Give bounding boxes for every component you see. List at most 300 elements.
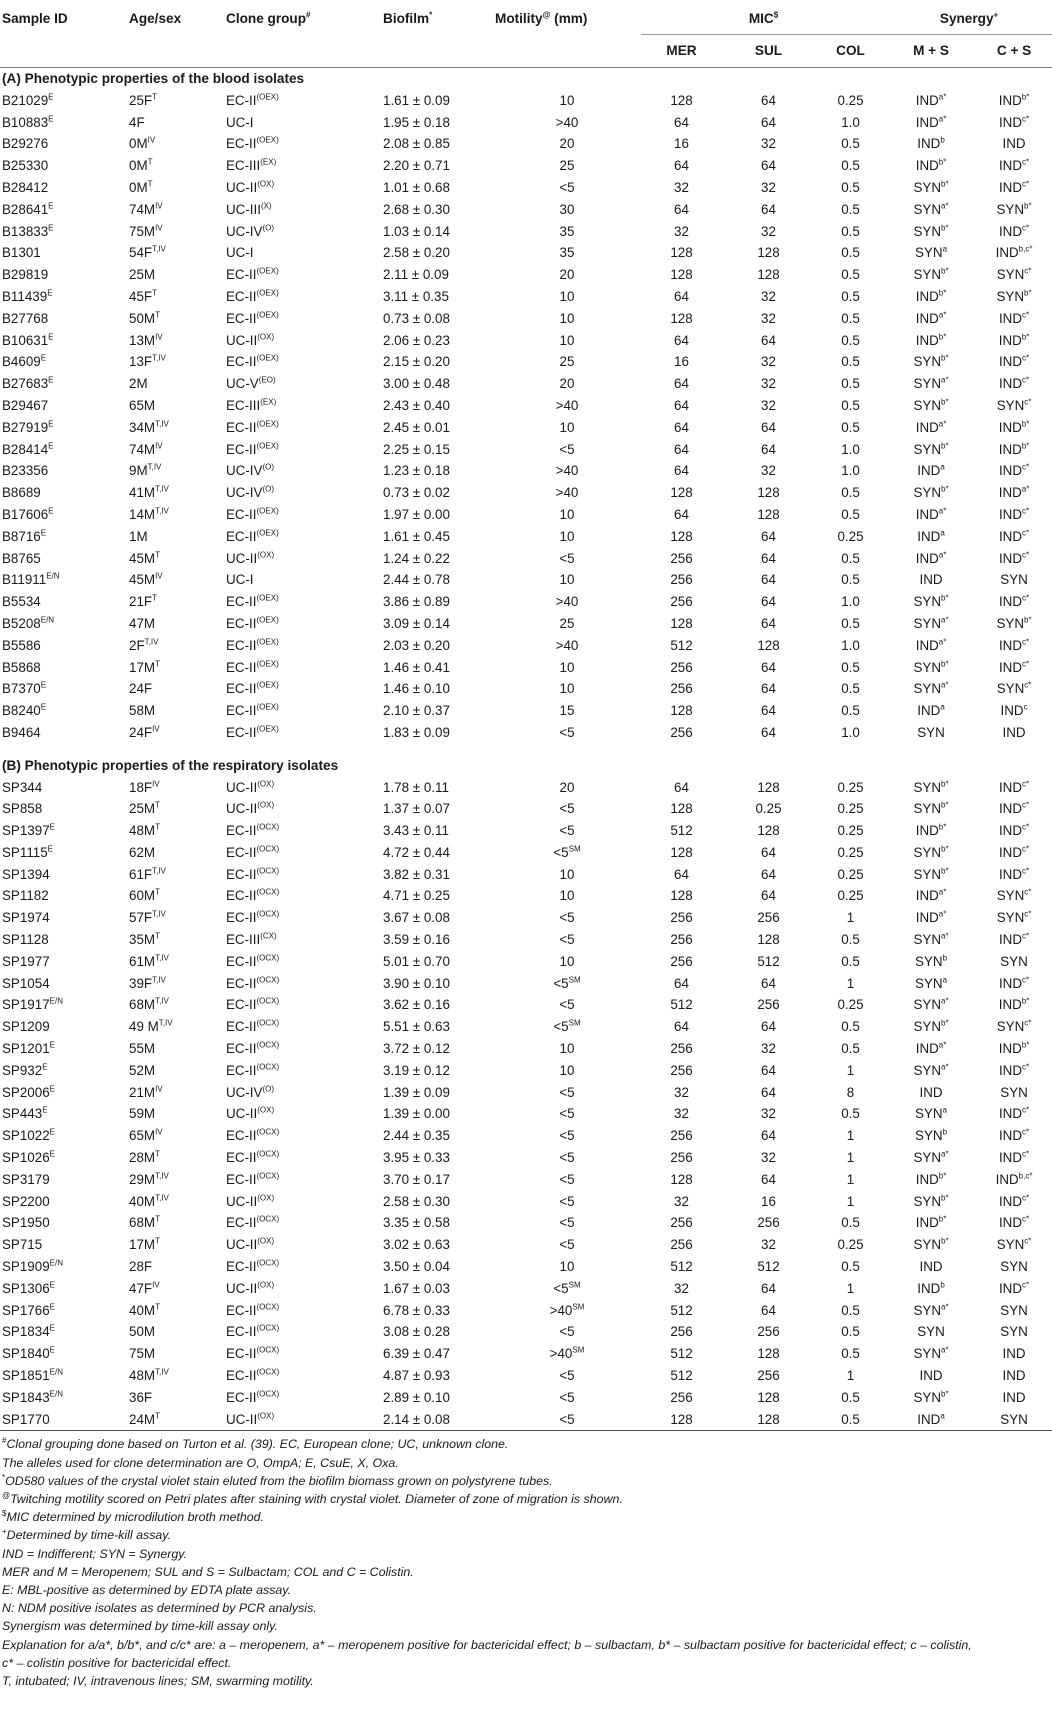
cell-mer: 64	[674, 397, 689, 413]
cell-col: 1	[846, 1368, 855, 1384]
footnote: E: MBL-positive as determined by EDTA plate assay.	[2, 1583, 292, 1598]
cell-cs: $IND^{c*}$	[998, 375, 1030, 392]
cell-clone-group: $EC-II^{(OCX)}$	[226, 1127, 280, 1144]
cell-biofilm: 1.61 ± 0.09	[383, 92, 450, 108]
table-header	[0, 0, 1052, 68]
cell-mer: 128	[670, 310, 693, 326]
cell-cs: IND	[1002, 1346, 1026, 1362]
cell-cs: $SYN^{c*}$	[996, 1018, 1032, 1035]
cell-ms: $SYN^{a*}$	[913, 1062, 949, 1078]
cell-sample-id: $SP1306^E$	[2, 1280, 55, 1296]
cell-biofilm: 2.25 ± 0.15	[383, 441, 450, 457]
cell-mer: 256	[670, 1062, 693, 1078]
table-row	[0, 330, 1052, 352]
cell-ms: SYN	[917, 724, 945, 740]
header-col: COL	[836, 43, 865, 58]
cell-sample-id: $SP1766^E$	[2, 1302, 55, 1318]
table-row	[0, 722, 1052, 744]
cell-col: 0.5	[841, 397, 860, 413]
cell-sul: 256	[757, 997, 780, 1013]
cell-ms: $SYN^{b*}$	[913, 353, 949, 370]
cell-motility: 10	[559, 888, 575, 904]
cell-age-sex: $60M^T$	[129, 888, 160, 904]
cell-sample-id: $SP1022^E$	[2, 1127, 55, 1144]
cell-sul: 128	[757, 1411, 780, 1427]
cell-biofilm: 2.10 ± 0.37	[383, 703, 450, 719]
cell-cs: $IND^{c*}$	[998, 528, 1030, 544]
cell-ms: IND$^b$	[917, 135, 945, 152]
cell-mer: 128	[670, 801, 693, 817]
cell-clone-group: $EC-II^{(OCX)}$	[226, 909, 280, 926]
cell-biofilm: 3.11 ± 0.35	[383, 288, 449, 304]
cell-biofilm: 0.73 ± 0.02	[383, 485, 450, 501]
cell-motility: <5	[559, 1324, 575, 1340]
cell-cs: $IND^{c*}$	[998, 659, 1030, 675]
cell-mer: 64	[674, 288, 689, 304]
cell-sample-id: $SP1840^E$	[2, 1345, 55, 1362]
table-row	[0, 1278, 1052, 1300]
cell-sul: 32	[761, 310, 776, 326]
cell-sample-id: SP858	[2, 801, 43, 817]
cell-cs: $IND^{c*}$	[998, 506, 1030, 522]
cell-sul: 32	[761, 463, 776, 479]
cell-sul: 256	[757, 910, 780, 926]
cell-age-sex: $68M^{T,IV}$	[129, 997, 169, 1013]
cell-motility: >40	[555, 463, 579, 479]
cell-clone-group: $EC-II^{(OCX)}$	[226, 1171, 280, 1187]
cell-mer: 512	[670, 1259, 693, 1275]
cell-biofilm: 1.46 ± 0.41	[383, 659, 450, 675]
cell-age-sex: $45F^T$	[129, 288, 157, 304]
cell-clone-group: $EC-II^{(OCX)}$	[226, 1345, 280, 1362]
cell-sample-id: $B11439^E$	[2, 288, 53, 304]
cell-biofilm: 3.50 ± 0.04	[383, 1259, 450, 1275]
cell-motility: >40℠	[549, 1345, 585, 1362]
cell-ms: $SYN^{b*}$	[913, 779, 949, 795]
cell-ms: SYN$^a$	[915, 975, 948, 991]
cell-mer: 64	[674, 376, 689, 392]
cell-sul: 32	[761, 288, 776, 304]
cell-col: 0.25	[837, 92, 864, 108]
cell-age-sex: $61F^{T,IV}$	[129, 866, 166, 882]
cell-sul: 64	[761, 1302, 776, 1318]
table-row	[0, 1038, 1052, 1060]
table-row	[0, 591, 1052, 613]
cell-sample-id: B29467	[2, 397, 49, 413]
cell-sample-id: $B28414^E$	[2, 441, 54, 457]
header-motility: Motility@ (mm)	[495, 10, 588, 26]
footnote: c* – colistin positive for bactericidal effect.	[2, 1655, 232, 1670]
table-row	[0, 1234, 1052, 1256]
cell-motility: 15	[559, 703, 575, 719]
cell-sample-id: $B10883^E$	[2, 114, 54, 130]
cell-age-sex: $24M^T$	[129, 1411, 160, 1427]
cell-mer: 256	[670, 724, 693, 740]
cell-ms: SYN$^b$	[915, 953, 948, 969]
cell-clone-group: $EC-II^{(OEX)}$	[226, 266, 279, 283]
cell-age-sex: $48M^{T,IV}$	[129, 1367, 169, 1384]
cell-sample-id: $B10631^E$	[2, 332, 54, 348]
cell-sul: 16	[761, 1193, 776, 1209]
table-row	[0, 439, 1052, 461]
table-row	[0, 1147, 1052, 1169]
cell-cs: $IND^{c*}$	[998, 1193, 1030, 1209]
cell-clone-group: $EC-II^{(OCX)}$	[226, 1389, 280, 1405]
cell-mer: 64	[674, 463, 689, 479]
cell-clone-group: $EC-II^{(OEX)}$	[226, 659, 279, 675]
cell-clone-group: $EC-II^{(OCX)}$	[226, 844, 280, 860]
cell-sample-id: SP1974	[2, 910, 50, 926]
cell-age-sex: $45M^T$	[129, 550, 160, 566]
cell-sample-id: SP2200	[2, 1193, 50, 1209]
cell-clone-group: $EC-II^{(OCX)}$	[226, 866, 280, 882]
cell-cs: $IND^{c*}$	[998, 1149, 1030, 1166]
table-row	[0, 221, 1052, 243]
cell-sul: 128	[757, 245, 780, 261]
cell-biofilm: 1.03 ± 0.14	[383, 223, 450, 239]
cell-col: 1.0	[841, 441, 860, 457]
cell-motility: <5℠	[553, 1018, 581, 1035]
cell-motility: 10	[559, 572, 575, 588]
cell-ms: $SYN^{b*}$	[913, 441, 949, 457]
cell-sul: 64	[761, 1280, 776, 1296]
cell-sul: 128	[757, 779, 780, 795]
cell-sul: 256	[757, 1215, 780, 1231]
cell-motility: >40	[555, 637, 579, 653]
footnote: Synergism was determined by time-kill assay only.	[2, 1619, 278, 1634]
cell-mer: 256	[670, 1237, 693, 1253]
cell-sul: 64	[761, 615, 776, 631]
table-row	[0, 1103, 1052, 1125]
cell-mer: 256	[670, 572, 693, 588]
cell-ms: IND	[919, 1084, 943, 1100]
cell-cs: $IND^{c*}$	[998, 779, 1030, 795]
cell-col: 0.5	[841, 1302, 860, 1318]
cell-clone-group: $EC-II^{(OEX)}$	[226, 506, 279, 522]
table-row	[0, 90, 1052, 112]
table-row	[0, 308, 1052, 330]
cell-age-sex: $13F^{T,IV}$	[129, 353, 166, 370]
cell-col: 0.5	[841, 550, 860, 566]
table-row	[0, 635, 1052, 657]
table-row	[0, 395, 1052, 417]
cell-motility: >40℠	[549, 1302, 585, 1318]
cell-mer: 128	[670, 485, 693, 501]
cell-cs: $IND^{b*}$	[998, 1040, 1030, 1057]
cell-age-sex: 28F	[129, 1259, 153, 1275]
cell-sample-id: $SP1843^{E/N}$	[2, 1389, 63, 1405]
cell-motility: 10	[559, 506, 575, 522]
cell-sul: 32	[761, 223, 776, 239]
cell-col: 0.5	[841, 223, 860, 239]
cell-sul: 64	[761, 550, 776, 566]
cell-sul: 64	[761, 1019, 776, 1035]
table-row	[0, 504, 1052, 526]
cell-motility: <5	[559, 1150, 575, 1166]
cell-sample-id: B29819	[2, 267, 49, 283]
cell-ms: $SYN^{b*}$	[913, 484, 949, 501]
blood-isolates-section	[0, 68, 1052, 755]
cell-sample-id: $B8240^E$	[2, 702, 47, 719]
cell-sul: 64	[761, 441, 776, 457]
cell-sul: 64	[761, 528, 776, 544]
cell-sul: 32	[761, 1237, 776, 1253]
cell-cs: $IND^{c*}$	[998, 1280, 1030, 1296]
cell-motility: <5	[559, 550, 575, 566]
cell-mer: 256	[670, 681, 693, 697]
cell-mer: 512	[670, 1302, 693, 1318]
cell-ms: $SYN^{a*}$	[913, 1302, 949, 1318]
cell-motility: <5	[559, 1193, 575, 1209]
table-row	[0, 1300, 1052, 1322]
cell-age-sex: $40M^T$	[129, 1302, 160, 1318]
cell-clone-group: $EC-II^{(OEX)}$	[226, 353, 279, 370]
cell-col: 0.5	[841, 1346, 860, 1362]
cell-ms: $SYN^{a*}$	[913, 1345, 949, 1362]
header-clone-group: Clone group#	[226, 10, 311, 26]
cell-cs: $SYN^{c*}$	[996, 909, 1032, 926]
cell-sample-id: B5586	[2, 637, 41, 653]
table-row	[0, 885, 1052, 907]
table-row	[0, 951, 1052, 973]
cell-cs: $IND^{b*}$	[998, 419, 1030, 435]
cell-sample-id: B8765	[2, 550, 41, 566]
table-row	[0, 1125, 1052, 1147]
cell-sample-id: $SP2006^E$	[2, 1084, 55, 1100]
cell-col: 1.0	[841, 114, 860, 130]
cell-col: 0.5	[841, 158, 860, 174]
cell-biofilm: 3.70 ± 0.17	[383, 1171, 450, 1187]
cell-biofilm: 2.44 ± 0.78	[383, 572, 450, 588]
cell-age-sex: $39F^{T,IV}$	[129, 975, 166, 991]
cell-biofilm: 3.59 ± 0.16	[383, 932, 450, 948]
cell-mer: 16	[674, 136, 689, 152]
cell-motility: 10	[559, 1259, 575, 1275]
cell-ms: $IND^{a*}$	[915, 506, 947, 522]
cell-motility: <5	[559, 1389, 575, 1405]
cell-cs: $IND^{c*}$	[998, 462, 1030, 479]
cell-age-sex: $40M^{T,IV}$	[129, 1193, 169, 1209]
cell-cs: SYN	[1000, 1324, 1028, 1340]
cell-mer: 16	[674, 354, 689, 370]
cell-motility: >40	[555, 114, 579, 130]
header-sul: SUL	[754, 43, 783, 58]
cell-biofilm: 1.67 ± 0.03	[383, 1280, 450, 1296]
cell-clone-group: $EC-II^{(OCX)}$	[226, 997, 280, 1013]
cell-ms: $SYN^{b*}$	[913, 593, 949, 610]
cell-motility: <5℠	[553, 975, 581, 991]
cell-sample-id: SP1770	[2, 1411, 50, 1427]
cell-sul: 128	[757, 267, 780, 283]
cell-col: 1	[846, 1193, 855, 1209]
cell-sul: 64	[761, 659, 776, 675]
cell-sul: 64	[761, 201, 776, 217]
cell-biofilm: 5.51 ± 0.63	[383, 1019, 450, 1035]
cell-col: 0.25	[837, 844, 864, 860]
cell-clone-group: $EC-II^{(OEX)}$	[226, 288, 279, 304]
cell-sample-id: $B28641^E$	[2, 201, 54, 217]
cell-cs: $IND^{c*}$	[998, 550, 1030, 566]
cell-sample-id: SP344	[2, 779, 43, 795]
cell-col: 0.5	[841, 572, 860, 588]
cell-age-sex: $9M^{T,IV}$	[129, 462, 162, 479]
cell-cs: $SYN^{b*}$	[996, 615, 1032, 631]
cell-mer: 256	[670, 953, 693, 969]
cell-clone-group: $UC-II^{(OX)}$	[226, 550, 275, 566]
cell-clone-group: $EC-II^{(OCX)}$	[226, 1367, 280, 1384]
cell-ms: $IND^{a*}$	[915, 550, 947, 566]
cell-motility: <5	[559, 1084, 575, 1100]
cell-mer: 512	[670, 1346, 693, 1362]
cell-sul: 512	[757, 1259, 780, 1275]
cell-motility: <5℠	[553, 1280, 581, 1296]
cell-clone-group: $EC-II^{(OCX)}$	[226, 1214, 280, 1231]
cell-clone-group: $EC-II^{(OCX)}$	[226, 953, 280, 969]
cell-ms: $SYN^{a*}$	[913, 615, 949, 631]
table-row	[0, 657, 1052, 679]
cell-clone-group: $EC-II^{(OEX)}$	[226, 637, 279, 653]
cell-motility: 25	[559, 615, 575, 631]
cell-ms: $SYN^{b*}$	[913, 1389, 949, 1405]
cell-clone-group: $EC-II^{(OEX)}$	[226, 135, 279, 152]
cell-ms: $SYN^{a*}$	[913, 680, 949, 697]
table-row	[0, 994, 1052, 1016]
cell-cs: $SYN^{c*}$	[996, 266, 1032, 283]
header-mic: MIC$	[641, 0, 886, 35]
table-row	[0, 482, 1052, 504]
cell-ms: $SYN^{b*}$	[913, 179, 949, 195]
cell-ms: SYN$^a$	[915, 244, 948, 261]
cell-motility: 10	[559, 681, 575, 697]
cell-motility: <5	[559, 997, 575, 1013]
cell-ms: $SYN^{b*}$	[913, 844, 949, 860]
cell-clone-group: $UC-II^{(OX)}$	[226, 1280, 275, 1296]
cell-cs: $IND^{c*}$	[998, 1062, 1030, 1078]
cell-age-sex: $25F^T$	[129, 92, 157, 108]
cell-motility: 10	[559, 866, 575, 882]
cell-biofilm: 3.90 ± 0.10	[383, 975, 450, 991]
cell-col: 0.5	[841, 1259, 860, 1275]
cell-ms: IND$^a$	[917, 462, 945, 479]
cell-biofilm: 2.03 ± 0.20	[383, 637, 450, 653]
cell-age-sex: $74M^{IV}$	[129, 201, 163, 217]
cell-biofilm: 2.58 ± 0.20	[383, 245, 450, 261]
table-row	[0, 1387, 1052, 1409]
cell-sample-id: B27768	[2, 310, 49, 326]
cell-col: 0.5	[841, 1106, 860, 1122]
cell-col: 0.5	[841, 201, 860, 217]
cell-mer: 128	[670, 1171, 693, 1187]
table-row	[0, 112, 1052, 134]
cell-sul: 64	[761, 1062, 776, 1078]
cell-col: 1	[846, 1150, 855, 1166]
cell-cs: $IND^{c*}$	[998, 593, 1030, 610]
cell-age-sex: 65M	[129, 397, 156, 413]
table-row	[0, 351, 1052, 373]
cell-biofilm: 1.01 ± 0.68	[383, 179, 450, 195]
cell-cs: $IND^{b*}$	[998, 997, 1030, 1013]
cell-clone-group: $UC-II^{(OX)}$	[226, 1411, 275, 1427]
cell-sample-id: $SP1917^{E/N}$	[2, 997, 63, 1013]
cell-mer: 256	[670, 932, 693, 948]
table-row	[0, 155, 1052, 177]
cell-cs: $IND^{c*}$	[998, 975, 1030, 991]
cell-biofilm: 1.39 ± 0.09	[383, 1084, 450, 1100]
cell-biofilm: 3.43 ± 0.11	[383, 823, 449, 839]
cell-col: 0.25	[837, 779, 864, 795]
cell-sul: 64	[761, 158, 776, 174]
cell-ms: $IND^{b*}$	[915, 1214, 947, 1231]
cell-biofilm: 3.82 ± 0.31	[383, 866, 450, 882]
cell-biofilm: 3.08 ± 0.28	[383, 1324, 450, 1340]
cell-ms: $IND^{a*}$	[915, 419, 947, 435]
cell-ms: $SYN^{b*}$	[913, 1018, 949, 1035]
cell-cs: $IND^{b*}$	[998, 332, 1030, 348]
cell-age-sex: $2F^{T,IV}$	[129, 637, 159, 653]
cell-mer: 256	[670, 659, 693, 675]
cell-sample-id: SP1394	[2, 866, 50, 882]
cell-sul: 64	[761, 703, 776, 719]
cell-biofilm: 0.73 ± 0.08	[383, 310, 450, 326]
respiratory-isolates-section	[0, 755, 1052, 1431]
table-row	[0, 777, 1052, 799]
cell-motility: <5	[559, 179, 575, 195]
cell-mer: 256	[670, 594, 693, 610]
cell-age-sex: $68M^T$	[129, 1214, 160, 1231]
cell-ms: IND$^a$	[917, 1411, 945, 1427]
cell-sample-id: SP1950	[2, 1215, 50, 1231]
cell-biofilm: 1.46 ± 0.10	[383, 681, 450, 697]
cell-motility: <5	[559, 932, 575, 948]
cell-cs: SYN	[1000, 1259, 1028, 1275]
cell-sample-id: $B5208^{E/N}$	[2, 615, 55, 631]
cell-cs: $IND^{c*}$	[998, 310, 1030, 326]
cell-col: 0.5	[841, 506, 860, 522]
cell-mer: 256	[670, 550, 693, 566]
cell-biofilm: 2.08 ± 0.85	[383, 136, 450, 152]
cell-ms: $IND^{a*}$	[915, 909, 947, 926]
table-row	[0, 700, 1052, 722]
cell-col: 0.25	[837, 888, 864, 904]
cell-clone-group: $EC-II^{(OCX)}$	[226, 822, 280, 839]
cell-mer: 128	[670, 528, 693, 544]
header-biofilm: Biofilm*	[383, 10, 433, 26]
cell-motility: 10	[559, 659, 575, 675]
cell-sul: 128	[757, 1389, 780, 1405]
cell-cs: $IND^{b,c*}$	[995, 244, 1033, 261]
cell-age-sex: $18F^{IV}$	[129, 779, 160, 795]
cell-motility: 10	[559, 1041, 575, 1057]
cell-mer: 256	[670, 1389, 693, 1405]
table-row	[0, 973, 1052, 995]
cell-age-sex: $24F^{IV}$	[129, 724, 160, 740]
cell-clone-group: $EC-II^{(OEX)}$	[226, 92, 279, 108]
cell-clone-group: $EC-II^{(OEX)}$	[226, 593, 279, 610]
cell-mer: 128	[670, 615, 693, 631]
cell-col: 0.5	[841, 932, 860, 948]
cell-sample-id: B23356	[2, 463, 49, 479]
cell-col: 0.25	[837, 801, 864, 817]
cell-age-sex: $47F^{IV}$	[129, 1280, 160, 1296]
cell-cs: $SYN^{c*}$	[996, 888, 1032, 904]
cell-sample-id: $B27683^E$	[2, 375, 54, 392]
cell-sample-id: SP1209	[2, 1019, 50, 1035]
cell-cs: SYN	[1000, 953, 1028, 969]
section-a-title: (A) Phenotypic properties of the blood isolates	[2, 71, 305, 86]
cell-age-sex: $17M^T$	[129, 659, 160, 675]
cell-sul: 64	[761, 419, 776, 435]
cell-col: 1.0	[841, 594, 860, 610]
